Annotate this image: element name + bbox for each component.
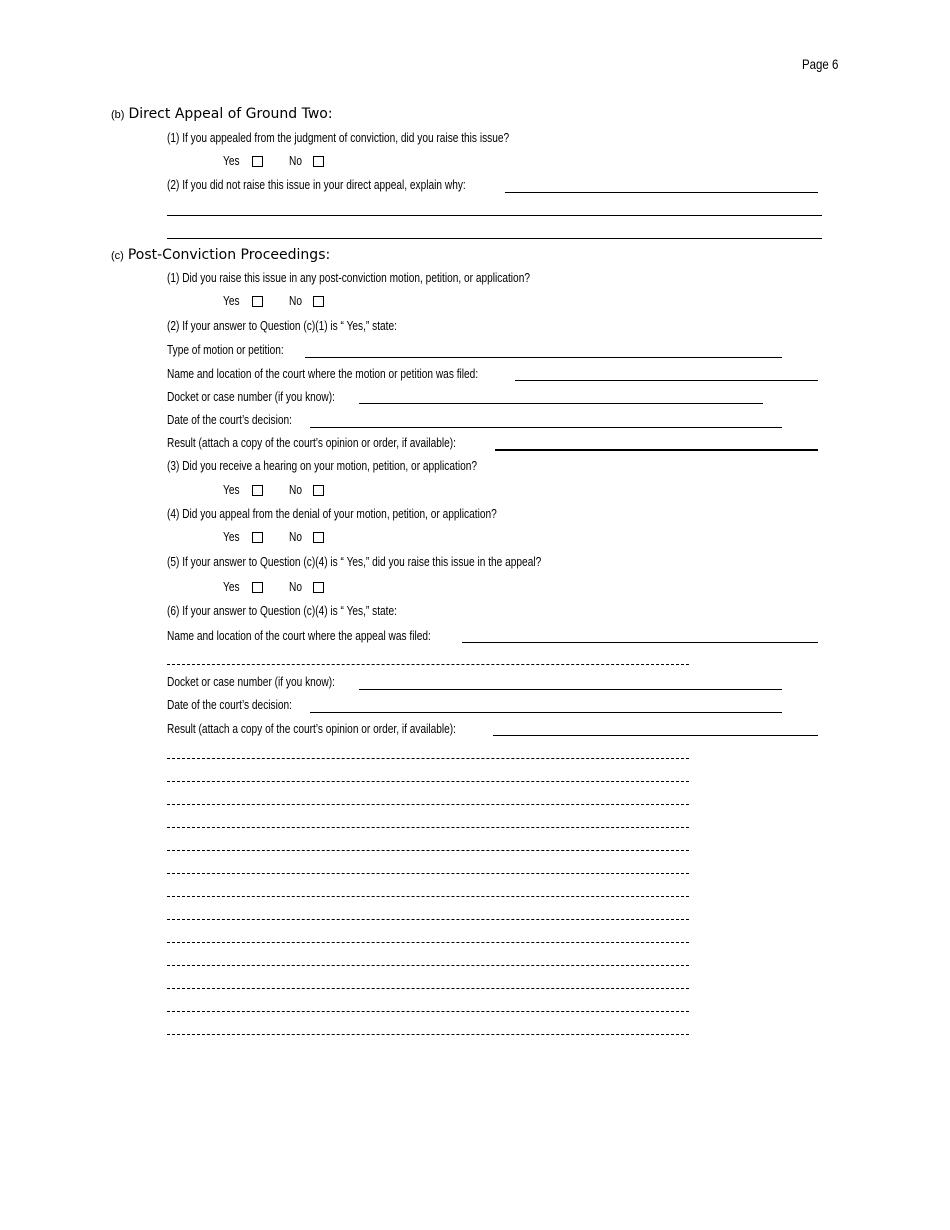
court-location-field[interactable] [515,380,818,381]
appeal-date-field[interactable] [310,712,782,713]
section-c-tag: (c) [111,250,124,262]
section-c-heading [111,246,330,265]
no-checkbox[interactable] [313,532,324,543]
no-checkbox[interactable] [313,156,324,167]
yes-label: Yes [223,153,240,168]
yes-no-c4 [223,529,324,545]
answer-line[interactable] [167,850,689,851]
yes-label: Yes [223,579,240,594]
no-checkbox[interactable] [313,485,324,496]
appeal-date-label: Date of the court’s decision: [167,697,292,712]
answer-line[interactable] [167,781,689,782]
no-label: No [288,153,302,168]
yes-checkbox[interactable] [252,296,263,307]
no-label: No [288,579,302,594]
decision-date-field[interactable] [310,427,782,428]
no-label: No [288,293,302,308]
yes-no-c5 [223,579,324,595]
no-label: No [288,482,302,497]
yes-label: Yes [223,482,240,497]
answer-line[interactable] [167,942,689,943]
yes-checkbox[interactable] [252,582,263,593]
question-b1: (1) If you appealed from the judgment of conviction, did you raise this issue? [167,130,510,145]
section-b-title: Direct Appeal of Ground Two: [128,106,333,122]
yes-label: Yes [223,293,240,308]
docket-number-label: Docket or case number (if you know): [167,389,335,404]
answer-line[interactable] [167,1034,689,1035]
yes-checkbox[interactable] [252,485,263,496]
answer-line[interactable] [167,896,689,897]
appeal-court-field-line2[interactable] [167,664,689,665]
explain-why-field-line3[interactable] [167,238,822,239]
decision-date-label: Date of the court’s decision: [167,412,292,427]
result-label: Result (attach a copy of the court’s opinion or order, if available): [167,435,456,450]
question-c2: (2) If your answer to Question (c)(1) is “ Yes,” state: [167,318,397,333]
question-c4: (4) Did you appeal from the denial of your motion, petition, or application? [167,506,497,521]
appeal-result-label: Result (attach a copy of the court’s opinion or order, if available): [167,721,456,736]
appeal-docket-field[interactable] [359,689,782,690]
result-field[interactable] [495,449,818,451]
yes-checkbox[interactable] [252,156,263,167]
question-c6: (6) If your answer to Question (c)(4) is “ Yes,” state: [167,603,397,618]
yes-checkbox[interactable] [252,532,263,543]
yes-no-b1 [223,153,324,169]
yes-no-c3 [223,482,324,498]
explain-why-field[interactable] [505,192,818,193]
yes-label: Yes [223,529,240,544]
page-number: Page 6 [801,56,838,72]
appeal-docket-label: Docket or case number (if you know): [167,674,335,689]
question-c1: (1) Did you raise this issue in any post-conviction motion, petition, or application? [167,270,530,285]
explain-why-field-line2[interactable] [167,215,822,216]
answer-line[interactable] [167,804,689,805]
answer-line[interactable] [167,827,689,828]
question-b2: (2) If you did not raise this issue in your direct appeal, explain why: [167,177,466,192]
answer-line[interactable] [167,988,689,989]
answer-line[interactable] [167,919,689,920]
appeal-result-field[interactable] [493,735,818,736]
appeal-court-field[interactable] [462,642,818,643]
yes-no-c1 [223,293,324,309]
court-location-label: Name and location of the court where the motion or petition was filed: [167,366,479,381]
section-b-tag: (b) [111,109,125,121]
type-of-motion-label: Type of motion or petition: [167,342,284,357]
no-checkbox[interactable] [313,296,324,307]
section-c-title: Post-Conviction Proceedings: [127,247,331,263]
section-b-heading [111,105,333,124]
type-of-motion-field[interactable] [305,357,782,358]
answer-line[interactable] [167,873,689,874]
question-c5: (5) If your answer to Question (c)(4) is “ Yes,” did you raise this issue in the appeal? [167,554,542,569]
no-checkbox[interactable] [313,582,324,593]
question-c3: (3) Did you receive a hearing on your motion, petition, or application? [167,458,478,473]
docket-number-field[interactable] [359,403,763,404]
answer-line[interactable] [167,965,689,966]
answer-line[interactable] [167,758,689,759]
no-label: No [288,529,302,544]
appeal-court-label: Name and location of the court where the appeal was filed: [167,628,431,643]
answer-line[interactable] [167,1011,689,1012]
